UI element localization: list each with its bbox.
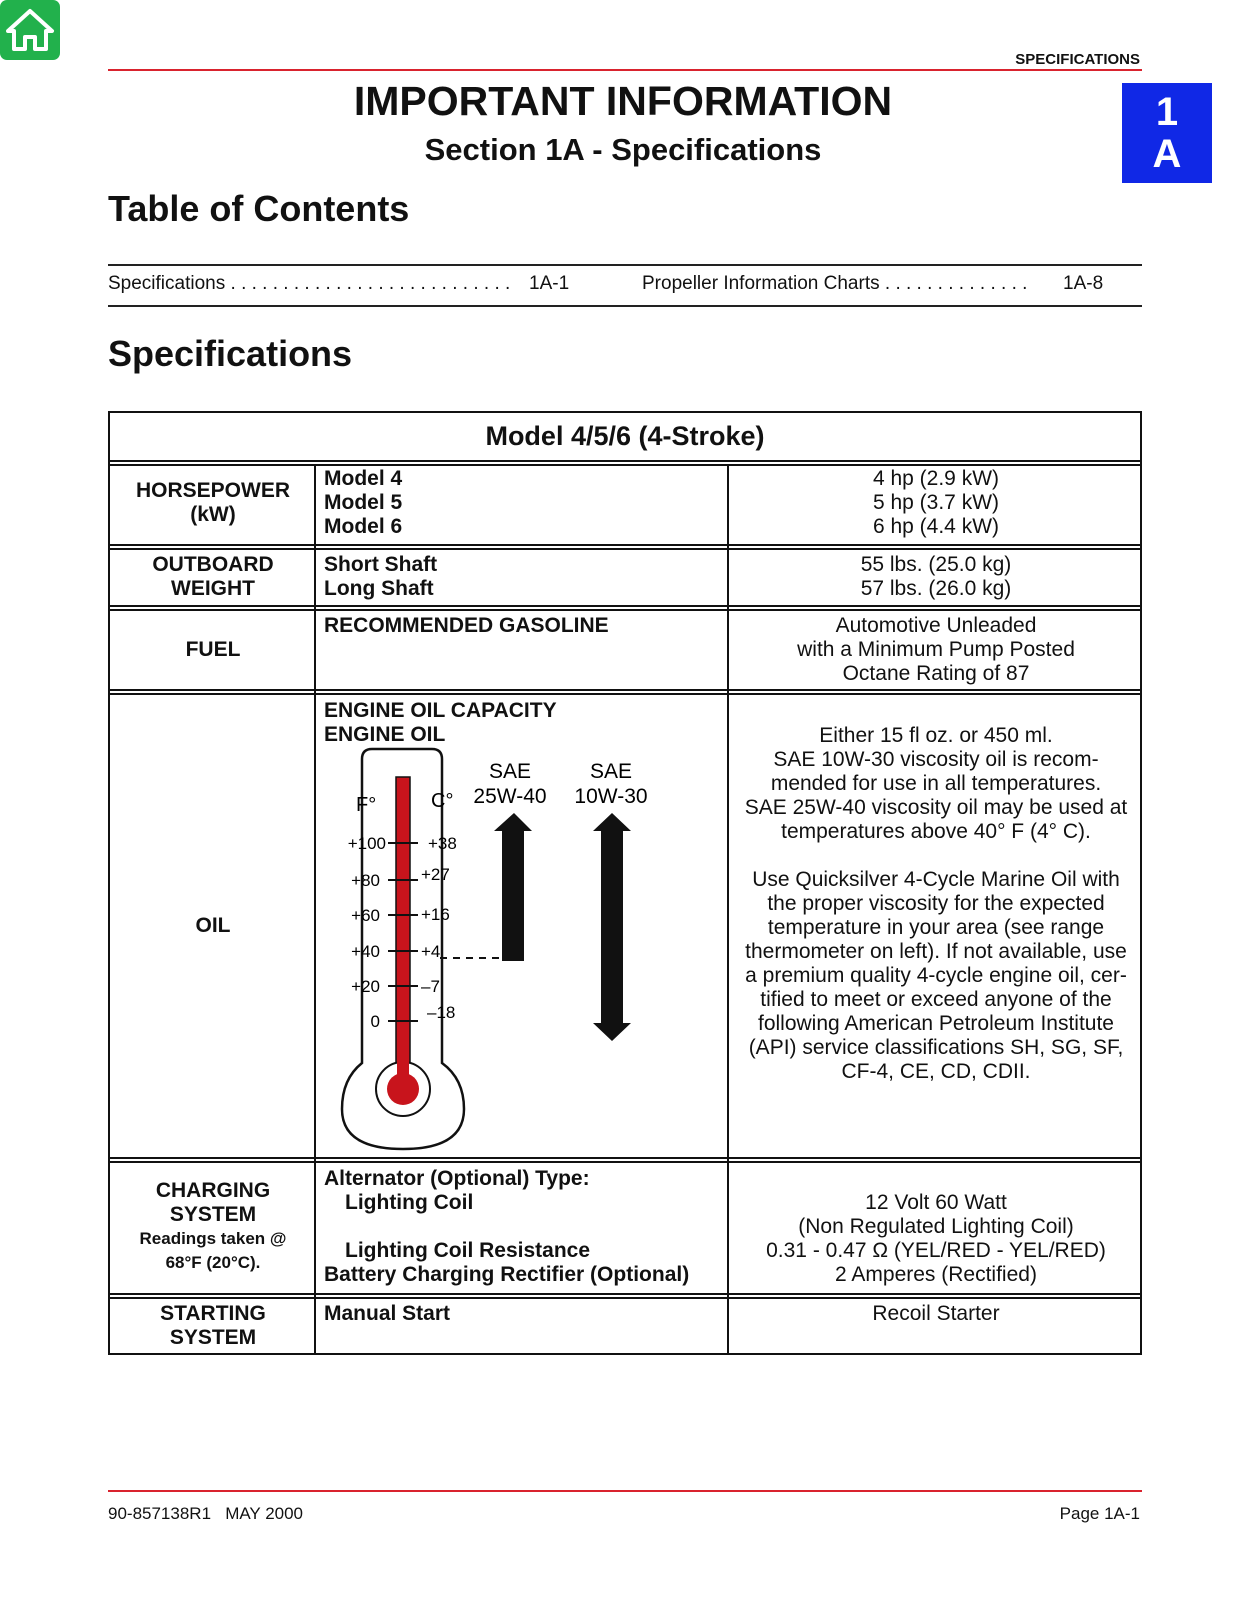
oil-values [732,724,1140,1084]
charging-label-line: SYSTEM [169,1203,257,1226]
fuel-values [732,614,1140,686]
toc-bottom-rule [108,305,1142,307]
c-tick: +38 [428,834,457,853]
toc-top-rule [108,264,1142,266]
toc-entry-propeller[interactable] [642,273,1027,295]
f-tick: +100 [347,834,386,853]
c-tick: –7 [421,977,440,996]
oil-temperature-thermometer [330,747,660,1157]
page-subtitle: Section 1A - Specifications [424,132,822,167]
charging-item: Alternator (Optional) Type: [324,1167,590,1190]
fuel-item: RECOMMENDED GASOLINE [324,614,609,637]
toc-dot-leader: . . . . . . . . . . . . . . . . . . . . . . . . . . . [225,273,511,294]
horsepower-item: Model 6 [324,515,403,538]
oil-label: OIL [195,914,231,937]
oil-value-line: temperature in your area (see range [767,916,1105,939]
toc-heading: Table of Contents [108,188,410,229]
row-divider [110,1157,1140,1163]
starting-label-line: STARTING [160,1302,266,1325]
weight-items [324,553,437,601]
c-tick: –18 [427,1003,456,1022]
horsepower-label-line: (kW) [190,503,236,526]
row-divider [110,605,1140,611]
oil-item: ENGINE OIL [324,723,446,746]
charging-label-line: CHARGING [155,1179,271,1202]
weight-values [732,553,1140,601]
charging-item-spacer [324,1215,689,1239]
toc-entry-page[interactable]: 1A-8 [1063,273,1104,294]
fuel-value: Automotive Unleaded [835,614,1037,637]
oil-value-line: mended for use in all temperatures. [770,772,1102,795]
charging-value: 12 Volt 60 Watt [865,1191,1007,1214]
horsepower-item: Model 4 [324,467,403,490]
c-tick: +16 [421,905,450,924]
horsepower-value: 5 hp (3.7 kW) [872,491,1000,514]
home-button[interactable] [0,0,60,60]
header-rule [108,69,1142,71]
column-divider [727,464,729,1353]
fuel-value: Octane Rating of 87 [842,662,1030,685]
horsepower-item: Model 5 [324,491,403,514]
table-title: Model 4/5/6 (4-Stroke) [485,421,765,451]
thermometer-bulb-fill [387,1073,419,1105]
oil-value-line: Either 15 fl oz. or 450 ml. [819,724,1053,747]
page-title: IMPORTANT INFORMATION [353,78,893,124]
weight-value: 55 lbs. (25.0 kg) [860,553,1012,576]
oil-value-line: SAE 25W-40 viscosity oil may be used at [744,796,1128,819]
starting-label [110,1302,316,1350]
row-divider [110,689,1140,695]
footer-doc-number: 90-857138R1 MAY 2000 [108,1504,304,1523]
section-tab-number: 1 [1155,90,1179,134]
toc-dot-leader: . . . . . . . . . . . . . . [879,273,1028,294]
weight-item: Short Shaft [324,553,438,576]
oil-value-line: Use Quicksilver 4-Cycle Marine Oil with [752,868,1120,891]
row-divider [110,544,1140,550]
section-tab[interactable] [1122,83,1212,183]
weight-label [110,553,316,601]
toc-entry-label: Propeller Information Charts [642,273,880,294]
sae-10w30-grade: 10W-30 [574,785,648,808]
celsius-label: C° [431,790,454,812]
oil-value-line: tified to meet or exceed anyone of the [760,988,1112,1011]
oil-value-spacer [732,844,1140,868]
charging-value: 2 Amperes (Rectified) [835,1263,1037,1286]
horsepower-value: 6 hp (4.4 kW) [872,515,1000,538]
fuel-label: FUEL [185,638,241,661]
charging-values [732,1191,1140,1287]
sae-25w40-range-arrow [494,813,532,961]
toc-entry-specifications[interactable] [108,273,510,295]
f-tick: 0 [370,1012,380,1031]
f-tick: +60 [351,906,380,925]
sae-10w30-label: SAE [589,760,633,783]
home-icon [5,8,55,52]
charging-items [324,1167,689,1287]
charging-value: 0.31 - 0.47 Ω (YEL/RED - YEL/RED) [766,1239,1106,1262]
fahrenheit-label: F° [356,794,377,816]
oil-value-line: SAE 10W-30 viscosity oil is recom- [773,748,1099,771]
charging-item: Lighting Coil [345,1191,474,1214]
oil-value-line: the proper viscosity for the expected [767,892,1105,915]
horsepower-label-line: HORSEPOWER [135,479,290,502]
charging-note-line: 68°F (20°C). [165,1253,261,1272]
horsepower-value: 4 hp (2.9 kW) [872,467,1000,490]
starting-item: Manual Start [324,1302,451,1325]
weight-value: 57 lbs. (26.0 kg) [860,577,1012,600]
charging-value: (Non Regulated Lighting Coil) [798,1215,1074,1238]
row-divider [110,1293,1140,1299]
horsepower-label [110,479,316,527]
section-tab-letter: A [1152,132,1182,176]
oil-value-line: (API) service classifications SH, SG, SF, [748,1036,1124,1059]
header-section-label: SPECIFICATIONS [1015,51,1140,68]
oil-item: ENGINE OIL CAPACITY [324,699,557,722]
charging-label [110,1179,316,1275]
starting-value: Recoil Starter [872,1302,1000,1325]
weight-label-line: WEIGHT [171,577,255,600]
oil-items [324,699,557,747]
specifications-heading: Specifications [108,333,353,374]
f-tick: +20 [351,977,380,996]
toc-entry-page[interactable]: 1A-1 [529,273,570,294]
sae-25w40-grade: 25W-40 [473,785,547,808]
f-tick: +40 [351,942,380,961]
footer-page-number: Page 1A-1 [1059,1504,1140,1523]
weight-item: Long Shaft [324,577,434,600]
sae-25w40-label: SAE [488,760,532,783]
charging-note-line: Readings taken @ [139,1229,287,1248]
oil-value-line: CF-4, CE, CD, CDII. [841,1060,1031,1083]
horsepower-items [324,467,402,539]
footer-rule [108,1490,1142,1492]
toc-entry-label: Specifications [108,273,226,294]
f-tick: +80 [351,871,380,890]
c-tick: +27 [421,865,450,884]
weight-label-line: OUTBOARD [152,553,274,576]
thermometer-neck [397,1047,409,1077]
thermometer-tube [396,777,410,1077]
oil-value-line: a premium quality 4-cycle engine oil, cer- [745,964,1127,987]
specifications-table [108,411,1142,1355]
sae-10w30-range-arrow [593,813,631,1041]
horsepower-values [732,467,1140,539]
charging-item: Battery Charging Rectifier (Optional) [324,1263,690,1286]
starting-label-line: SYSTEM [169,1326,257,1349]
fuel-value: with a Minimum Pump Posted [797,638,1075,661]
oil-value-line: temperatures above 40° F (4° C). [781,820,1091,843]
row-divider [110,460,1140,466]
oil-value-line: thermometer on left). If not available, use [745,940,1127,963]
charging-item: Lighting Coil Resistance [345,1239,591,1262]
oil-value-line: following American Petroleum Institute [757,1012,1114,1035]
c-tick: +4 [421,942,441,961]
